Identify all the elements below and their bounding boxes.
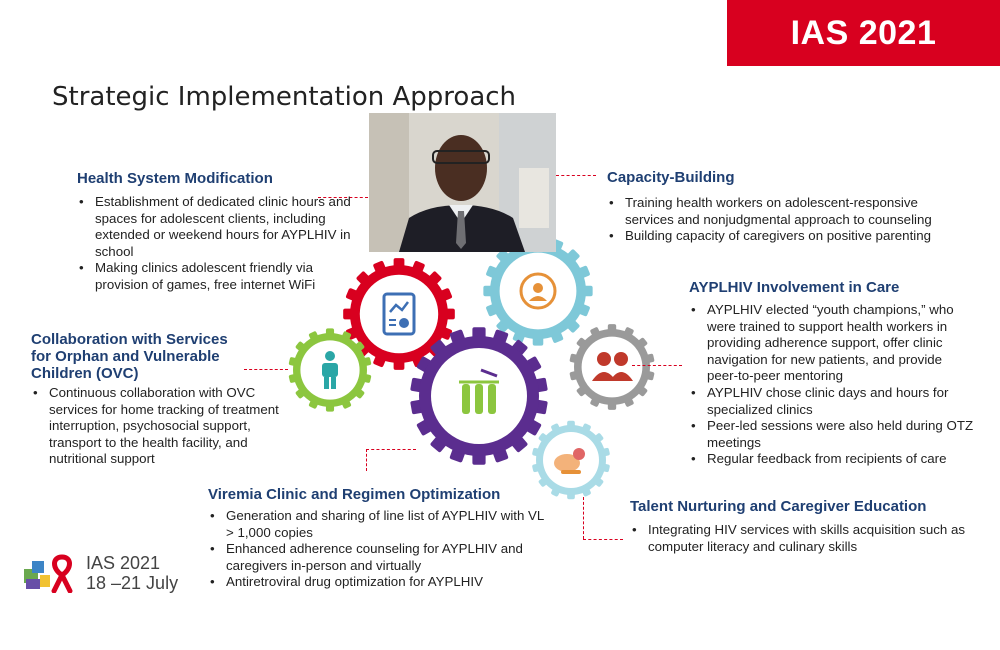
connector-talent-v xyxy=(583,497,584,539)
footer-dates: 18 –21 July xyxy=(86,573,179,593)
bullet-list xyxy=(630,522,975,555)
bullet-list xyxy=(31,385,281,468)
gear-capacity xyxy=(483,236,592,345)
bullet-list xyxy=(689,302,974,468)
gear-involvement xyxy=(569,324,654,410)
connector-viremia-v xyxy=(366,449,367,471)
section-ovc xyxy=(31,331,281,468)
bullet-item: • Making clinics adolescent friendly via provision of games, free internet WiFi xyxy=(77,260,362,293)
bullet-item: • AYPLHIV elected “youth champions,” who were trained to support health workers in providing adherence support, offer clinic navigation for new patients, and provide peer-to-peer mentoring xyxy=(689,302,974,385)
test-tube-icon xyxy=(488,384,496,414)
bullet-item: • AYPLHIV chose clinic days and hours for specialized clinics xyxy=(689,385,974,418)
slide-title: Strategic Implementation Approach xyxy=(52,82,517,112)
footer-text xyxy=(86,553,178,593)
section-health-system xyxy=(77,170,362,294)
bullet-item: • Building capacity of caregivers on positive parenting xyxy=(607,228,962,245)
gear-viremia xyxy=(410,327,548,465)
bullet-list xyxy=(208,508,553,591)
people-icon xyxy=(597,352,611,366)
conference-badge: IAS 2021 xyxy=(727,0,1000,66)
section-title: Talent Nurturing and Caregiver Education xyxy=(630,498,927,515)
ias-logo-icon xyxy=(22,553,84,593)
bullet-list xyxy=(607,195,962,245)
bullet-item: • Continuous collaboration with OVC services for home tracking of treatment interruption, psychosocial support, transport to the health facility, and nutritional support xyxy=(31,385,281,468)
connector-viremia-h xyxy=(366,449,416,450)
section-title: Health System Modification xyxy=(77,170,273,187)
section-title-line: Collaboration with Services xyxy=(31,331,228,348)
test-tube-icon xyxy=(475,384,483,414)
section-title: AYPLHIV Involvement in Care xyxy=(689,279,900,296)
section-title-line: Children (OVC) xyxy=(31,365,139,382)
bullet-item: • Peer-led sessions were also held during OTZ meetings xyxy=(689,418,974,451)
section-capacity-building xyxy=(607,169,962,245)
bullet-item: • Regular feedback from recipients of care xyxy=(689,451,974,468)
section-title: Capacity-Building xyxy=(607,169,735,186)
test-tube-icon xyxy=(462,384,470,414)
section-talent xyxy=(630,498,975,555)
presenter-video xyxy=(369,113,556,252)
section-viremia xyxy=(208,486,553,591)
section-involvement xyxy=(689,279,974,468)
section-title: Viremia Clinic and Regimen Optimization xyxy=(208,486,501,503)
section-title-line: for Orphan and Vulnerable xyxy=(31,348,220,365)
bullet-item: • Generation and sharing of line list of AYPLHIV with VL > 1,000 copies xyxy=(208,508,553,541)
footer-conference: IAS 2021 xyxy=(86,553,161,573)
bullet-list xyxy=(77,194,362,294)
bullet-item: • Integrating HIV services with skills acquisition such as computer literacy and culinary skills xyxy=(630,522,975,555)
bullet-item: • Establishment of dedicated clinic hours and spaces for adolescent clients, including extended or weekend hours for AYPLHIV in school xyxy=(77,194,362,260)
connector-capacity xyxy=(556,175,596,176)
bullet-item: • Enhanced adherence counseling for AYPLHIV and caregivers in-person and virtually xyxy=(208,541,553,574)
connector-talent-h xyxy=(583,539,623,540)
connector-involvement xyxy=(632,365,682,366)
child-icon xyxy=(325,351,335,361)
bullet-item: • Antiretroviral drug optimization for AYPLHIV xyxy=(208,574,553,591)
bullet-item: • Training health workers on adolescent-responsive services and nonjudgmental approach to counseling xyxy=(607,195,962,228)
